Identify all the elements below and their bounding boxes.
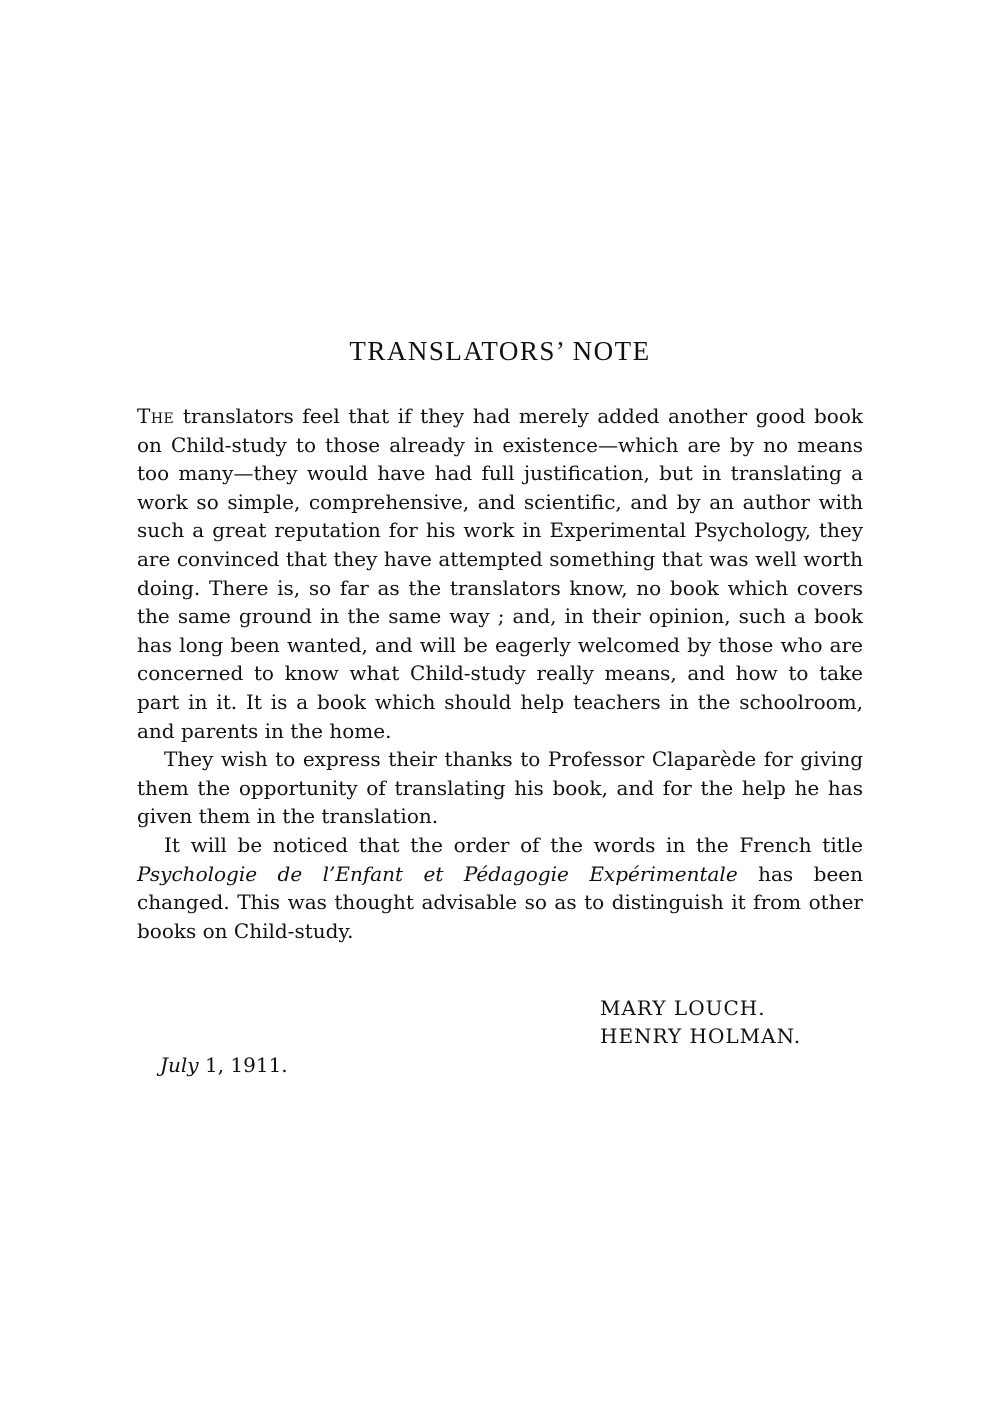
signature-mary-louch: MARY LOUCH. xyxy=(600,996,766,1020)
date-month: July xyxy=(160,1053,199,1077)
paragraph-1-text: translators feel that if they had merely added another good book on Child-study to those already in existence—which are by no means too many—they would have had full justification, but in translating a work so simple, comprehensive, and scientific, and by an author with such a great reputation for his work in Experimental Psychology, they are convinced that they have attempted something that was well worth doing. There is, so far as the translators know, no book which covers the same ground in the same way ; and, in their opinion, such a book has long been wanted, and will be eagerly welcomed by those who are concerned to know what Child-study really means, and how to take part in it. It is a book which should help teachers in the schoolroom, and parents in the home. xyxy=(137,404,864,743)
signature-henry-holman: HENRY HOLMAN. xyxy=(600,1024,802,1048)
page-title: TRANSLATORS’ NOTE xyxy=(349,336,651,366)
paragraph-3 xyxy=(137,831,863,945)
lead-word: The xyxy=(137,404,175,428)
paragraph-2: They wish to express their thanks to Professor Claparède for giving them the opportunity of translating his book, and for the help he has given them in the translation. xyxy=(137,747,863,829)
date-line xyxy=(160,1053,288,1077)
french-title: Psychologie de l’Enfant et Pédagogie Expérimentale xyxy=(137,861,738,886)
paragraph-3-after: has been changed. This was thought advisable so as to distinguish it from other books on Child-study. xyxy=(137,861,863,943)
paragraph-3-before: It will be noticed that the order of the words in the French title xyxy=(164,832,863,857)
signatures xyxy=(600,994,801,1050)
note-body xyxy=(137,402,863,945)
date-rest: 1, 1911. xyxy=(204,1053,288,1077)
paragraph-1 xyxy=(137,402,863,745)
